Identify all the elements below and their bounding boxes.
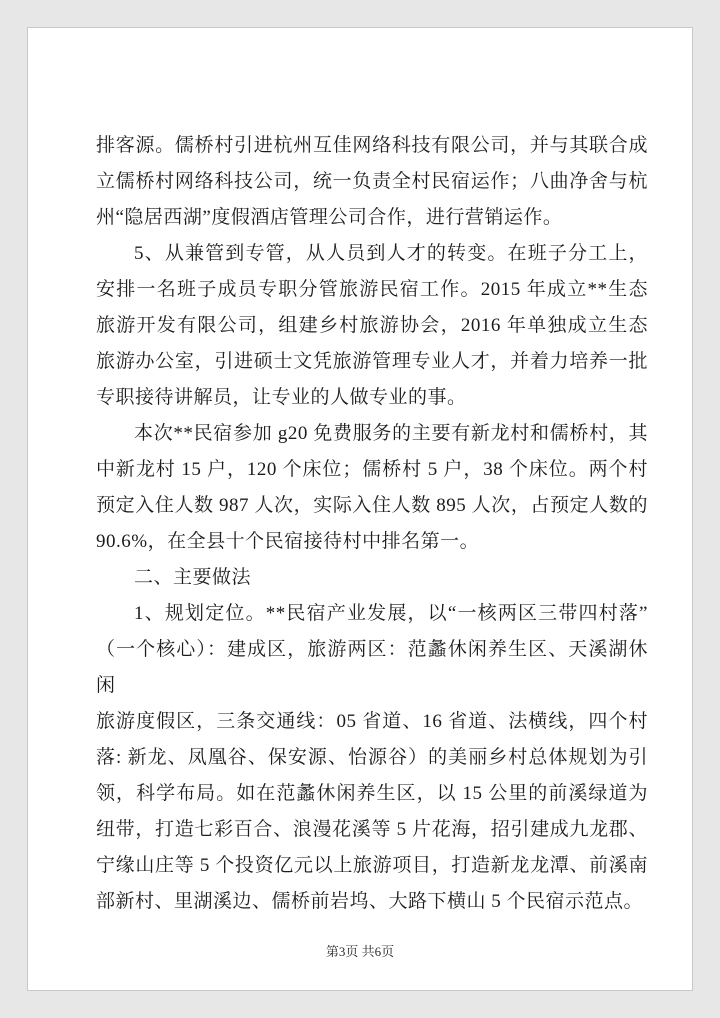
- doc-line: 旅游度假区，三条交通线：05 省道、16 省道、法横线，四个村: [96, 711, 648, 732]
- doc-line: 安排一名班子成员专职分管旅游民宿工作。2015 年成立**生态: [96, 279, 648, 300]
- doc-line: 纽带，打造七彩百合、浪漫花溪等 5 片花海，招引建成九龙郡、: [96, 819, 648, 840]
- doc-line: 本次**民宿参加 g20 免费服务的主要有新龙村和儒桥村，其: [134, 423, 648, 444]
- doc-line: 中新龙村 15 户，120 个床位；儒桥村 5 户，38 个床位。两个村: [96, 459, 648, 480]
- page-number: 第3页 共6页: [325, 944, 395, 959]
- doc-line: 部新村、里湖溪边、儒桥前岩坞、大路下横山 5 个民宿示范点。: [96, 891, 644, 912]
- doc-line: 宁缘山庄等 5 个投资亿元以上旅游项目，打造新龙龙潭、前溪南: [96, 855, 648, 876]
- doc-line: 立儒桥村网络科技公司，统一负责全村民宿运作；八曲净舍与杭: [96, 171, 648, 192]
- doc-line: 5、从兼管到专管，从人员到人才的转变。在班子分工上，: [134, 243, 648, 264]
- document-page: [27, 27, 693, 991]
- doc-line: 排客源。儒桥村引进杭州互佳网络科技有限公司，并与其联合成: [96, 135, 648, 156]
- doc-section-heading: 二、主要做法: [134, 567, 252, 588]
- doc-line: 领，科学布局。如在范蠡休闲养生区，以 15 公里的前溪绿道为: [96, 783, 648, 804]
- document-body: [28, 28, 692, 920]
- doc-line: 旅游开发有限公司，组建乡村旅游协会，2016 年单独成立生态: [96, 315, 648, 336]
- doc-line: 专职接待讲解员，让专业的人做专业的事。: [96, 387, 467, 408]
- doc-line: 落: 新龙、凤凰谷、保安源、怡源谷）的美丽乡村总体规划为引: [96, 747, 648, 768]
- doc-line: 旅游办公室，引进硕士文凭旅游管理专业人才，并着力培养一批: [96, 351, 648, 372]
- doc-line: 1、规划定位。**民宿产业发展，以“一核两区三带四村落”: [134, 603, 648, 624]
- doc-line: 预定入住人数 987 人次，实际入住人数 895 人次，占预定人数的: [96, 495, 648, 516]
- doc-line: 州“隐居西湖”度假酒店管理公司合作，进行营销运作。: [96, 207, 563, 228]
- doc-line: 90.6%，在全县十个民宿接待村中排名第一。: [96, 531, 480, 552]
- doc-line: （一个核心）：建成区，旅游两区：范蠡休闲养生区、天溪湖休闲: [96, 639, 648, 696]
